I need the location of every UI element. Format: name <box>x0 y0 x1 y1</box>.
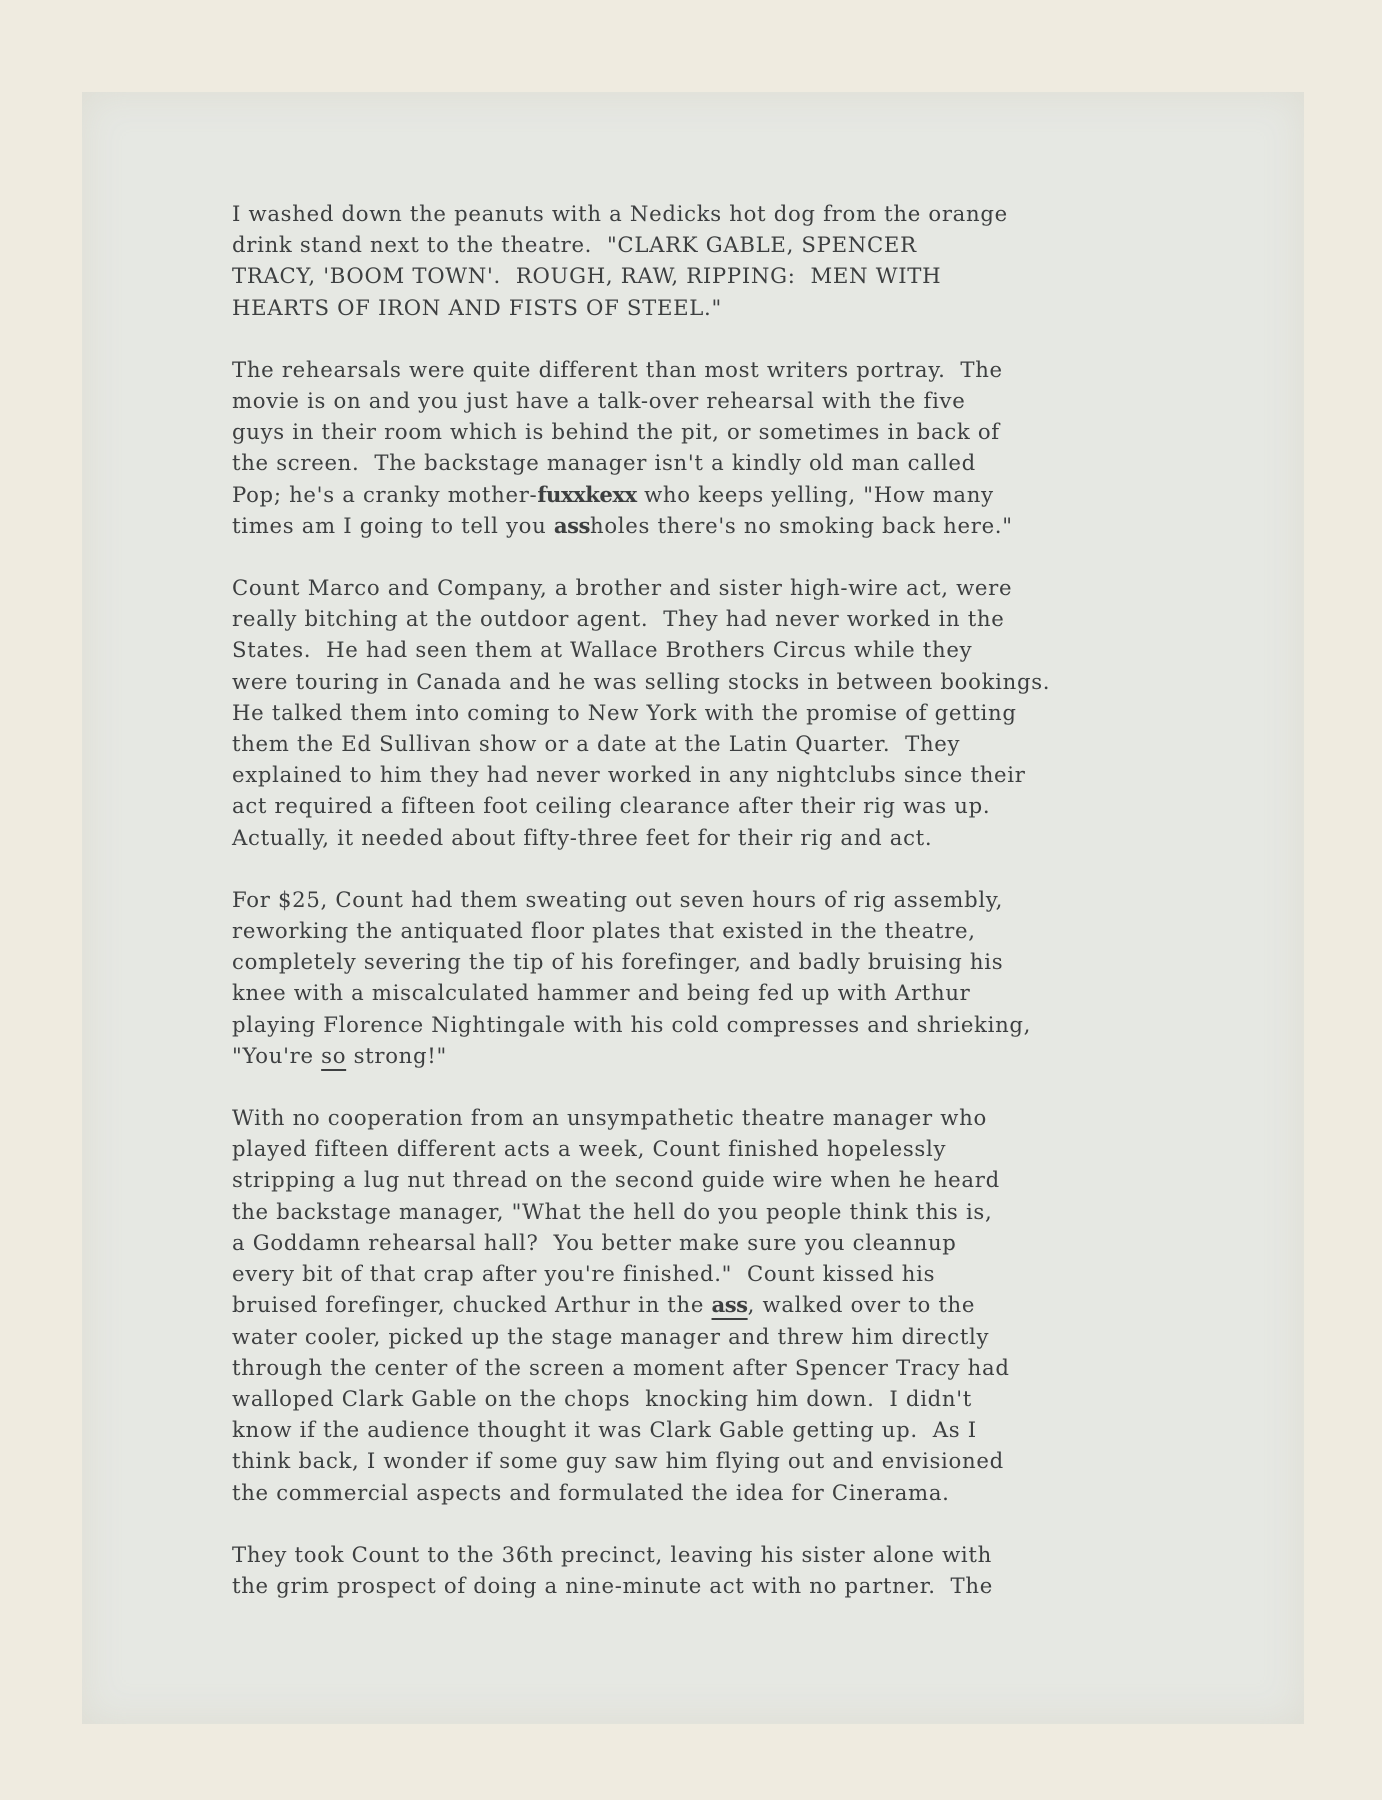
paragraph-5 <box>232 1102 1242 1508</box>
text-line: water cooler, picked up the stage manager and threw him directly <box>232 1323 990 1349</box>
text-segment: Pop; he's a cranky mother- <box>232 481 538 507</box>
struck-out-word: ass <box>711 1292 748 1318</box>
text-line <box>232 1289 1242 1320</box>
text-line: the backstage manager, "What the hell do you people think this is, <box>232 1198 993 1224</box>
text-line: know if the audience thought it was Clark Gable getting up. As I <box>232 1417 977 1443</box>
document-body <box>232 198 1242 1632</box>
underlined-word: so <box>321 1042 347 1068</box>
text-line: every bit of that crap after you're finished." Count kissed his <box>232 1261 936 1287</box>
text-segment: "You're <box>232 1042 322 1068</box>
text-line: reworking the antiquated floor plates that existed in the theatre, <box>232 918 976 944</box>
text-line: walloped Clark Gable on the chops knocking him down. I didn't <box>232 1385 973 1411</box>
text-line: a Goddamn rehearsal hall? You better make sure you cleannup <box>232 1229 957 1255</box>
text-line: them the Ed Sullivan show or a date at the Latin Quarter. They <box>232 731 961 757</box>
text-line: the screen. The backstage manager isn't a kindly old man called <box>232 450 976 476</box>
text-segment: strong!" <box>346 1042 447 1068</box>
paragraph-6 <box>232 1539 1242 1601</box>
text-line: were touring in Canada and he was selling stocks in between bookings. <box>232 668 1051 694</box>
paragraph-1 <box>232 198 1242 323</box>
text-line: The rehearsals were quite different than most writers portray. The <box>232 356 1003 382</box>
text-line: explained to him they had never worked in any nightclubs since their <box>232 762 1026 788</box>
text-line: played fifteen different acts a week, Count finished hopelessly <box>232 1136 947 1162</box>
text-segment: times am I going to tell you <box>232 512 554 538</box>
text-line: knee with a miscalculated hammer and being fed up with Arthur <box>232 980 971 1006</box>
text-line: act required a fifteen foot ceiling clearance after their rig was up. <box>232 793 991 819</box>
text-line: Count Marco and Company, a brother and sister high-wire act, were <box>232 575 1013 601</box>
text-line: the grim prospect of doing a nine-minute act with no partner. The <box>232 1572 993 1598</box>
text-line: stripping a lug nut thread on the second guide wire when he heard <box>232 1167 1000 1193</box>
paragraph-4 <box>232 884 1242 1071</box>
text-line: through the center of the screen a moment after Spencer Tracy had <box>232 1354 1010 1380</box>
text-segment: , walked over to the <box>747 1292 976 1318</box>
text-line: For $25, Count had them sweating out seven hours of rig assembly, <box>232 886 1004 912</box>
text-line: really bitching at the outdoor agent. They had never worked in the <box>232 606 1005 632</box>
text-line: With no cooperation from an unsympathetic theatre manager who <box>232 1105 987 1131</box>
text-line: They took Count to the 36th precinct, leaving his sister alone with <box>232 1541 992 1567</box>
text-line <box>232 510 1242 541</box>
text-line: States. He had seen them at Wallace Brothers Circus while they <box>232 637 973 663</box>
text-line: He talked them into coming to New York with the promise of getting <box>232 699 1017 725</box>
text-line: drink stand next to the theatre. "CLARK GABLE, SPENCER <box>232 232 917 258</box>
text-line: I washed down the peanuts with a Nedicks hot dog from the orange <box>232 201 1008 226</box>
text-segment: holes there's no smoking back here." <box>589 512 1013 538</box>
text-line: Actually, it needed about fifty-three feet for their rig and act. <box>232 824 933 850</box>
struck-out-word: fuxxkexx <box>537 481 637 507</box>
text-line: guys in their room which is behind the pit, or sometimes in back of <box>232 419 1000 445</box>
text-segment: bruised forefinger, chucked Arthur in the <box>232 1292 712 1318</box>
struck-out-word: ass <box>553 512 590 538</box>
text-line: the commercial aspects and formulated the idea for Cinerama. <box>232 1479 950 1505</box>
text-line <box>232 1040 1242 1071</box>
text-line <box>232 479 1242 510</box>
paragraph-2 <box>232 354 1242 541</box>
text-line: playing Florence Nightingale with his cold compresses and shrieking, <box>232 1011 1032 1037</box>
text-line: TRACY, 'BOOM TOWN'. ROUGH, RAW, RIPPING: MEN WITH <box>232 263 942 289</box>
text-line: movie is on and you just have a talk-over rehearsal with the five <box>232 388 966 414</box>
text-line: HEARTS OF IRON AND FISTS OF STEEL." <box>232 294 722 320</box>
text-line: completely severing the tip of his forefinger, and badly bruising his <box>232 949 1004 975</box>
text-segment: who keeps yelling, "How many <box>636 481 994 507</box>
text-line: think back, I wonder if some guy saw him flying out and envisioned <box>232 1448 1004 1474</box>
paragraph-3 <box>232 572 1242 853</box>
